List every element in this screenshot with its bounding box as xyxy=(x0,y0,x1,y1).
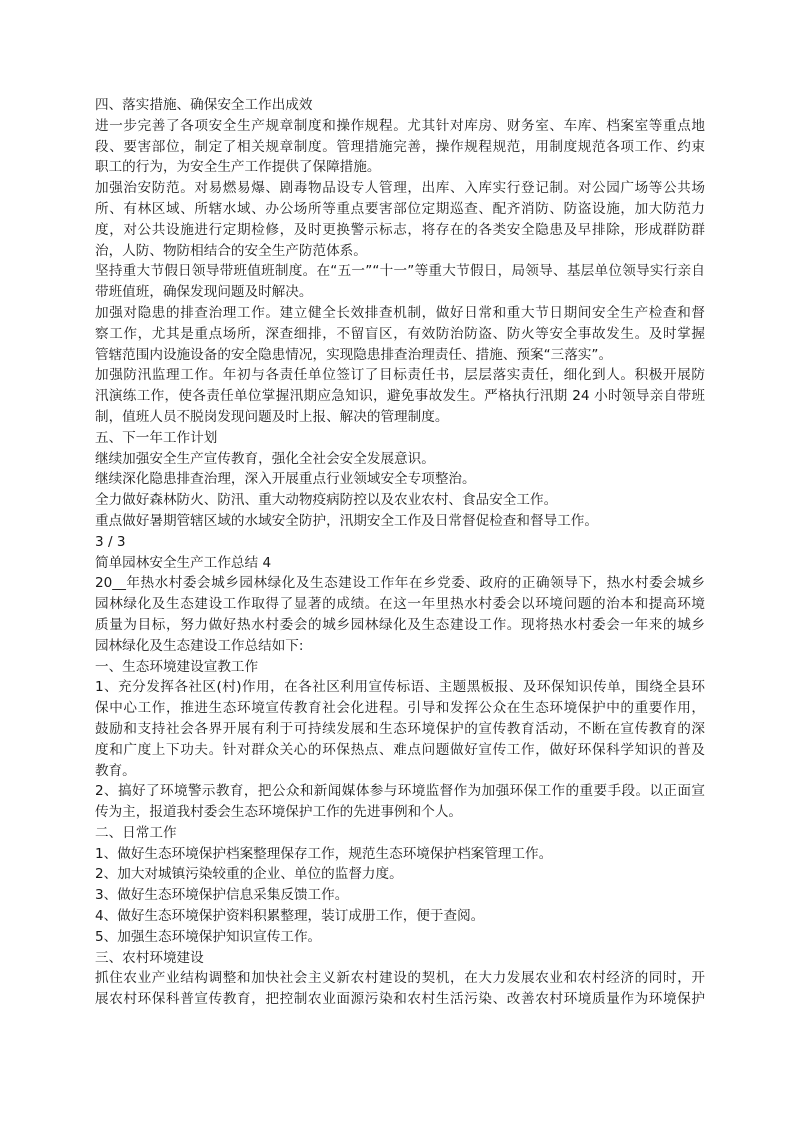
paragraph-line: 汛演练工作，使各责任单位掌握汛期应急知识，避免事故发生。严格执行汛期 24 小时领导亲自带班 xyxy=(95,388,705,405)
list-item: 3、做好生态环境保护信息采集反馈工作。 xyxy=(95,887,349,904)
paragraph-line: 带班值班，确保发现问题及时解决。 xyxy=(95,284,313,301)
paragraph-line: 抓住农业产业结构调整和加快社会主义新农村建设的契机，在大力发展农业和农村经济的同时，开 xyxy=(95,970,705,987)
paragraph-line: 度，对公共设施进行定期检修，及时更换警示标志，将存在的各类安全隐患及早排除，形成群防群 xyxy=(95,221,705,238)
list-item: 2、加大对城镇污染较重的企业、单位的监督力度。 xyxy=(95,866,403,883)
plan-item: 继续加强安全生产宣传教育，强化全社会安全发展意识。 xyxy=(95,450,435,467)
page-number: 3 / 3 xyxy=(95,533,126,550)
plan-item: 重点做好暑期管辖区域的水域安全防护，汛期安全工作及日常督促检查和督导工作。 xyxy=(95,512,598,529)
paragraph-line: 所、有林区域、所辖水域、办公场所等重点要害部位定期巡查、配齐消防、防盗设施，加大防范力 xyxy=(95,200,705,217)
paragraph-line: 治，人防、物防相结合的安全生产防范体系。 xyxy=(95,242,367,259)
paragraph-line: 制，值班人员不脱岗发现问题及时上报、解决的管理制度。 xyxy=(95,408,449,425)
paragraph-line: 职工的行为，为安全生产工作提供了保障措施。 xyxy=(95,159,381,176)
paragraph-line: 加强对隐患的排查治理工作。建立健全长效排查机制，做好日常和重大节日期间安全生产检查和督 xyxy=(95,304,705,321)
paragraph-line: 鼓励和支持社会各界开展有利于可持续发展和生态环境保护的宣传教育活动，不断在宣传教育的深 xyxy=(95,720,705,737)
paragraph-line: 加强防汛监理工作。年初与各责任单位签订了目标责任书，层层落实责任，细化到人。积极开展防 xyxy=(95,367,705,384)
plan-item: 继续深化隐患排查治理，深入开展重点行业领域安全专项整治。 xyxy=(95,471,476,488)
paragraph-line: 保中心工作，推进生态环境宣传教育社会化进程。引导和发挥公众在生态环境保护中的重要作用， xyxy=(95,700,705,717)
document-page xyxy=(95,95,705,1010)
paragraph-line: 坚持重大节假日领导带班值班制度。在“五一”“十一”等重大节假日，局领导、基层单位领导实行亲自 xyxy=(95,263,705,280)
section-heading-1: 一、生态环境建设宣教工作 xyxy=(95,658,259,675)
paragraph-line: 段、要害部位，制定了相关规章制度。管理措施完善，操作规程规范，用制度规范各项工作、约束 xyxy=(95,138,705,155)
paragraph-line: 管辖范围内设施设备的安全隐患情况，实现隐患排查治理责任、措施、预案“三落实”。 xyxy=(95,346,613,363)
section-heading-2: 二、日常工作 xyxy=(95,824,177,841)
paragraph-line: 传为主，报道我村委会生态环境保护工作的先进事例和个人。 xyxy=(95,804,463,821)
plan-item: 全力做好森林防火、防汛、重大动物疫病防控以及农业农村、食品安全工作。 xyxy=(95,492,558,509)
paragraph-line: 20__年热水村委会城乡园林绿化及生态建设工作年在乡党委、政府的正确领导下，热水村委会城乡 xyxy=(95,575,705,592)
list-item: 5、加强生态环境保护知识宣传工作。 xyxy=(95,928,322,945)
paragraph-line: 加强治安防范。对易燃易爆、剧毒物品设专人管理，出库、入库实行登记制。对公园广场等公共场 xyxy=(95,180,705,197)
section-heading-4: 四、落实措施、确保安全工作出成效 xyxy=(95,97,313,113)
section-heading-5: 五、下一年工作计划 xyxy=(95,429,218,446)
paragraph-line: 园林绿化及生态建设工作取得了显著的成绩。在这一年里热水村委会以环境问题的治本和提高环境 xyxy=(95,596,705,613)
paragraph-line: 园林绿化及生态建设工作总结如下: xyxy=(95,637,304,654)
paragraph-line: 教育。 xyxy=(95,762,136,779)
document-title: 简单园林安全生产工作总结 4 xyxy=(95,554,272,571)
section-heading-3: 三、农村环境建设 xyxy=(95,949,204,966)
paragraph-line: 1、充分发挥各社区(村)作用，在各社区利用宣传标语、主题黑板报、及环保知识传单，围绕全县环 xyxy=(95,679,705,696)
paragraph-line: 展农村环保科普宣传教育，把控制农业面源污染和农村生活污染、改善农村环境质量作为环境保护 xyxy=(95,991,705,1008)
paragraph-line: 2、搞好了环境警示教育，把公众和新闻媒体参与环境监督作为加强环保工作的重要手段。以正面宣 xyxy=(95,783,705,800)
paragraph-line: 质量为目标，努力做好热水村委会的城乡园林绿化及生态建设工作。现将热水村委会一年来的城乡 xyxy=(95,616,705,633)
paragraph-line: 进一步完善了各项安全生产规章制度和操作规程。尤其针对库房、财务室、车库、档案室等重点地 xyxy=(95,117,705,134)
list-item: 4、做好生态环境保护资料积累整理，装订成册工作，便于查阅。 xyxy=(95,908,485,925)
paragraph-line: 察工作，尤其是重点场所，深查细排，不留盲区，有效防治防盗、防火等安全事故发生。及时掌握 xyxy=(95,325,705,342)
paragraph-line: 度和广度上下功夫。针对群众关心的环保热点、难点问题做好宣传工作，做好环保科学知识的普及 xyxy=(95,741,705,758)
list-item: 1、做好生态环境保护档案整理保存工作，规范生态环境保护档案管理工作。 xyxy=(95,845,553,862)
